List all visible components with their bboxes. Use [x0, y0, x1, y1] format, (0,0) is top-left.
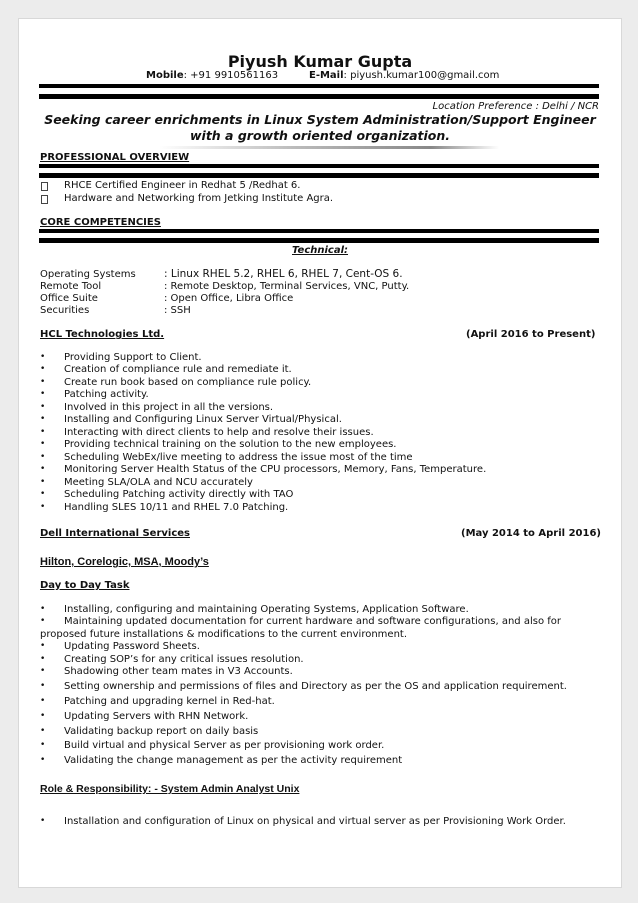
list-item: Hardware and Networking from Jetking Institute Agra.	[64, 193, 334, 204]
list-item: Updating Password Sheets.	[64, 641, 200, 652]
list-item: Patching activity.	[64, 389, 149, 400]
list-item: Providing technical training on the solution to the new employees.	[64, 439, 397, 450]
divider	[39, 173, 599, 178]
section-heading-overview: PROFESSIONAL OVERVIEW	[40, 152, 190, 163]
skill-value: : Linux RHEL 5.2, RHEL 6, RHEL 7, Cent-OS 6.	[164, 268, 403, 280]
skill-label: Operating Systems	[40, 269, 136, 280]
list-item: Creation of compliance rule and remediate it.	[64, 364, 292, 375]
list-item: Creating SOP’s for any critical issues resolution.	[64, 654, 304, 665]
objective: Seeking career enrichments in Linux System Administration/Support Engineer with a growth oriented organization.	[44, 112, 596, 143]
list-item: Maintaining updated documentation for current hardware and software configurations, and also for	[64, 616, 561, 627]
bullet-icon: •	[40, 681, 46, 691]
list-item: Providing Support to Client.	[64, 352, 202, 363]
bullet-icon: •	[40, 726, 46, 736]
skill-label: Office Suite	[40, 293, 98, 304]
divider	[39, 238, 599, 243]
bullet-icon: •	[40, 452, 46, 462]
list-item: Validating backup report on daily basis	[64, 726, 259, 737]
bullet-icon: •	[40, 389, 46, 399]
list-item: Installing and Configuring Linux Server Virtual/Physical.	[64, 414, 342, 425]
list-item: Shadowing other team mates in V3 Accounts.	[64, 666, 293, 677]
skill-value: : SSH	[164, 305, 191, 316]
location-preference: Location Preference : Delhi / NCR	[432, 101, 599, 112]
list-item: RHCE Certified Engineer in Redhat 5 /Redhat 6.	[64, 180, 301, 191]
divider	[39, 229, 599, 233]
list-item-continuation: proposed future installations & modifications to the current environment.	[40, 629, 408, 640]
technical-label: Technical:	[292, 245, 349, 256]
list-item: Monitoring Server Health Status of the CPU processors, Memory, Fans, Temperature.	[64, 464, 487, 475]
list-item: Meeting SLA/OLA and NCU accurately	[64, 477, 253, 488]
email-label: E-Mail	[309, 70, 344, 81]
bullet-icon: •	[40, 377, 46, 387]
bullet-icon: •	[40, 489, 46, 499]
candidate-name: Piyush Kumar Gupta	[227, 52, 413, 71]
list-item: Setting ownership and permissions of files and Directory as per the OS and application requirement.	[64, 681, 567, 692]
mobile-line	[146, 70, 278, 81]
role-heading: Role & Responsibility: - System Admin Analyst Unix	[40, 783, 300, 795]
task-heading: Day to Day Task	[40, 580, 130, 591]
email-value: : piyush.kumar100@gmail.com	[343, 70, 500, 81]
skill-label: Securities	[40, 305, 90, 316]
list-item: Build virtual and physical Server as per provisioning work order.	[64, 740, 385, 751]
list-item: Patching and upgrading kernel in Red-hat.	[64, 696, 275, 707]
divider	[39, 94, 599, 99]
list-item: Create run book based on compliance rule policy.	[64, 377, 312, 388]
bullet-icon: •	[40, 616, 46, 626]
bullet-icon: •	[40, 666, 46, 676]
bullet-icon: •	[40, 477, 46, 487]
company-name: Dell International Services	[40, 528, 190, 539]
list-item: Validating the change management as per the activity requirement	[64, 755, 403, 766]
list-item: Involved in this project in all the versions.	[64, 402, 274, 413]
skill-value: : Remote Desktop, Terminal Services, VNC, Putty.	[164, 281, 410, 292]
bullet-icon: •	[40, 427, 46, 437]
company-name: HCL Technologies Ltd.	[40, 329, 165, 340]
square-bullet-icon	[41, 195, 48, 204]
divider	[39, 84, 599, 88]
divider	[39, 164, 599, 168]
mobile-value: : +91 9910561163	[183, 70, 279, 81]
bullet-icon: •	[40, 816, 46, 826]
bullet-icon: •	[40, 696, 46, 706]
bullet-icon: •	[40, 364, 46, 374]
list-item: Scheduling Patching activity directly with TAO	[64, 489, 294, 500]
bullet-icon: •	[40, 755, 46, 765]
skill-label: Remote Tool	[40, 281, 102, 292]
square-bullet-icon	[41, 182, 48, 191]
bullet-icon: •	[40, 439, 46, 449]
bullet-icon: •	[40, 464, 46, 474]
employment-period: (May 2014 to April 2016)	[461, 528, 601, 539]
email-line	[309, 70, 499, 81]
list-item: Handling SLES 10/11 and RHEL 7.0 Patching.	[64, 502, 289, 513]
bullet-icon: •	[40, 711, 46, 721]
section-heading-competencies: CORE COMPETENCIES	[40, 217, 161, 228]
employment-period: (April 2016 to Present)	[466, 329, 596, 340]
bullet-icon: •	[40, 604, 46, 614]
decorative-line	[159, 146, 499, 149]
bullet-icon: •	[40, 414, 46, 424]
bullet-icon: •	[40, 654, 46, 664]
list-item: Updating Servers with RHN Network.	[64, 711, 249, 722]
client-list: Hilton, Corelogic, MSA, Moody’s	[40, 556, 209, 568]
bullet-icon: •	[40, 502, 46, 512]
bullet-icon: •	[40, 402, 46, 412]
mobile-label: Mobile	[146, 70, 184, 81]
bullet-icon: •	[40, 352, 46, 362]
skill-value: : Open Office, Libra Office	[164, 293, 294, 304]
list-item: Scheduling WebEx/live meeting to address the issue most of the time	[64, 452, 413, 463]
list-item: Installation and configuration of Linux on physical and virtual server as per Provisioning Work Order.	[64, 816, 566, 827]
resume-page	[18, 18, 622, 888]
list-item: Installing, configuring and maintaining Operating Systems, Application Software.	[64, 604, 469, 615]
bullet-icon: •	[40, 740, 46, 750]
bullet-icon: •	[40, 641, 46, 651]
list-item: Interacting with direct clients to help and resolve their issues.	[64, 427, 374, 438]
